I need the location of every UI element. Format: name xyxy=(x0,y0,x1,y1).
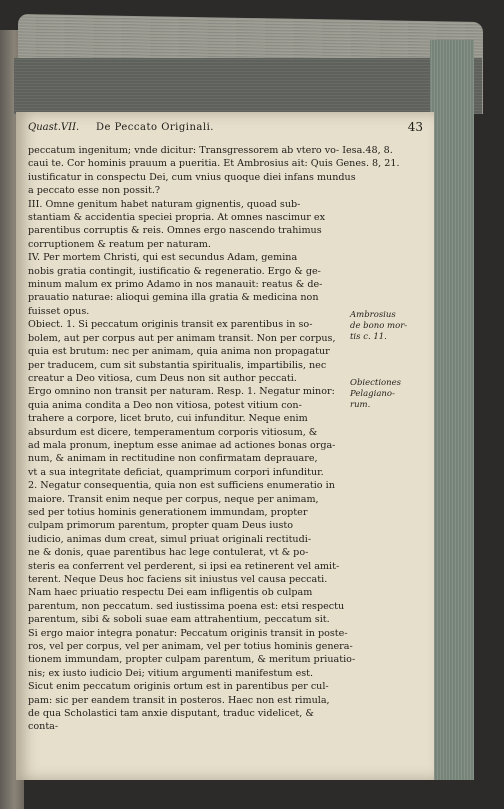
text-line: maiore. Transit enim neque per corpus, neque per animam, xyxy=(28,493,319,505)
text-line: Ergo omnino non transit per naturam. Resp. 1. Negatur minor: xyxy=(28,386,335,398)
text-line: ros, vel per corpus, vel per animam, vel per totius hominis genera- xyxy=(28,641,353,653)
margin-note: rum. xyxy=(350,400,371,410)
text-line: minum malum ex primo Adamo in nos manauit: reatus & de- xyxy=(28,279,323,291)
text-line: tionem immundam, propter culpam parentum, & meritum priuatio- xyxy=(28,654,356,666)
text-line: prauatio naturae: alioqui gemina illa gratia & medicina non xyxy=(28,292,319,304)
margin-note-obiectiones xyxy=(350,378,430,411)
text-line: Sicut enim peccatum originis ortum est in parentibus per cul- xyxy=(28,681,329,693)
text-line: trahere a corpore, licet bruto, cui infunditur. Neque enim xyxy=(28,413,308,425)
running-header xyxy=(28,118,423,140)
margin-note-ambrosius xyxy=(350,310,430,343)
text-line: culpam primorum parentum, propter quam Deus iusto xyxy=(28,520,294,532)
text-line: iudicio, animas dum creat, simul priuat originali rectitudi- xyxy=(28,533,312,545)
text-line: parentibus corruptis & reis. Omnes ergo nascendo trahimus xyxy=(28,225,322,237)
text-line: parentum, sibi & soboli suae eam attrahentium, peccatum sit. xyxy=(28,614,330,626)
text-line: sed per totius hominis generationem immundam, propter xyxy=(28,506,308,518)
text-line: creatur a Deo vitiosa, cum Deus non sit author peccati. xyxy=(28,372,297,384)
text-line: nis; ex iusto iudicio Dei; vitium argumenti manifestum est. xyxy=(28,667,314,679)
text-line: vt a sua integritate deficiat, quamprimum corpori infunditur. xyxy=(28,466,324,478)
text-line: absurdum est dicere, temperamentum corporis vitiosum, & xyxy=(28,426,318,438)
text-line: num, & animam in rectitudine non confirmatam deprauare, xyxy=(28,453,318,465)
margin-note: tis c. 11. xyxy=(350,332,387,342)
text-line: quia anima condita a Deo non vitiosa, potest vitium con- xyxy=(28,399,302,411)
text-line: fuisset opus. xyxy=(28,305,90,317)
text-line: ad mala pronum, ineptum esse animae ad actiones bonas orga- xyxy=(28,439,336,451)
text-line: a peccato esse non possit.? xyxy=(28,185,161,197)
text-line: bolem, aut per corpus aut per animam transit. Non per corpus, xyxy=(28,332,336,344)
running-title: De Peccato Originali. xyxy=(96,122,214,133)
text-line: corruptionem & reatum per naturam. xyxy=(28,238,211,250)
text-line: Nam haec priuatio respectu Dei eam infligentis ob culpam xyxy=(28,587,313,599)
text-line: terent. Neque Deus hoc faciens sit iniustus vel causa peccati. xyxy=(28,574,328,585)
text-line: peccatum ingenitum; vnde dicitur: Transgressorem ab vtero vo- Iesa.48, 8. xyxy=(28,145,393,156)
text-line: quia est brutum: nec per animam, quia anima non propagatur xyxy=(28,346,330,358)
margin-note: Ambrosius xyxy=(350,310,396,320)
page-block-fore-edge xyxy=(430,40,474,780)
text-line: iustificatur in conspectu Dei, cum vnius quoque diei infans mundus xyxy=(28,171,356,183)
margin-note: de bono mor- xyxy=(350,321,408,331)
text-line: de qua Scholastici tam anxie disputant, traduc videlicet, & xyxy=(28,708,314,720)
margin-note: Pelagiano- xyxy=(350,389,395,399)
text-line: nobis gratia contingit, iustificatio & regeneratio. Ergo & ge- xyxy=(28,265,321,277)
text-line: stantiam & accidentia speciei propria. At omnes nascimur ex xyxy=(28,212,326,224)
text-line: ne & donis, quae parentibus hac lege contulerat, vt & po- xyxy=(28,547,309,559)
text-line: IV. Per mortem Christi, qui est secundus Adam, gemina xyxy=(28,252,298,264)
text-line: caui te. Cor hominis prauum a pueritia. Et Ambrosius ait: Quis Genes. 8, 21. xyxy=(28,158,400,170)
text-line: per traducem, cum sit substantia spiritualis, impartibilis, nec xyxy=(28,359,327,371)
text-line: pam: sic per eandem transit in posteros. Haec non est rimula, xyxy=(28,694,330,706)
text-line: steris ea conferrent vel perderent, si ipsi ea retinerent vel amit- xyxy=(28,560,340,572)
text-line: conta- xyxy=(28,721,59,733)
text-line: parentum, non peccatum. sed iustissima poena est: etsi respectu xyxy=(28,600,345,612)
question-number: Quast.VII. xyxy=(28,122,80,133)
text-line: Si ergo maior integra ponatur: Peccatum originis transit in poste- xyxy=(28,627,348,639)
page-block-shadow xyxy=(14,58,482,114)
text-line: III. Omne genitum habet naturam gignentis, quoad sub- xyxy=(28,198,301,210)
margin-note: Obiectiones xyxy=(350,378,402,388)
text-line: 2. Negatur consequentia, quia non est sufficiens enumeratio in xyxy=(28,480,335,492)
page-number: 43 xyxy=(407,120,423,134)
text-line: Obiect. 1. Si peccatum originis transit ex parentibus in so- xyxy=(28,319,313,331)
